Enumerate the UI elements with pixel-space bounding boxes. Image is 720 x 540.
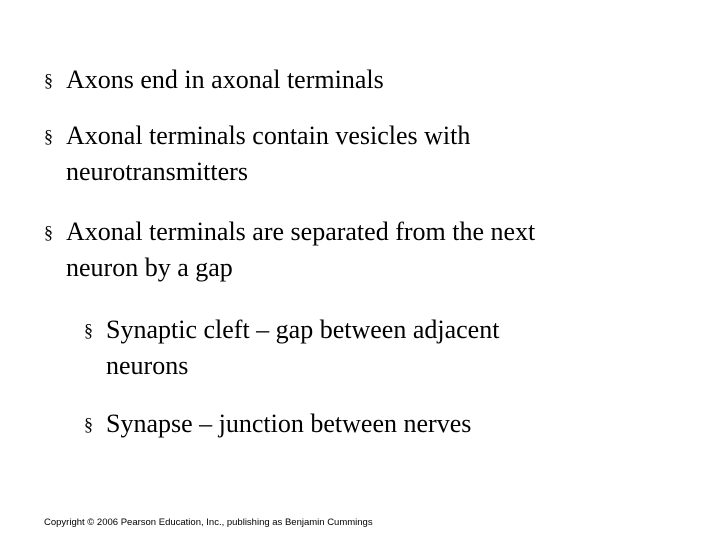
bullet-marker-icon: §	[44, 222, 53, 242]
bullet-axons-end	[44, 62, 684, 98]
copyright-footer: Copyright © 2006 Pearson Education, Inc., publishing as Benjamin Cummings	[44, 517, 373, 528]
sub-bullet-synapse	[84, 406, 684, 442]
bullet-text: Synapse – junction between nerves	[106, 409, 472, 438]
bullet-text: Axonal terminals contain vesicles with neurotransmitters	[66, 121, 471, 186]
bullet-text: Synaptic cleft – gap between adjacent neurons	[106, 315, 500, 380]
bullet-marker-icon: §	[84, 320, 93, 340]
bullet-vesicles	[44, 118, 684, 190]
bullet-marker-icon: §	[44, 70, 53, 90]
bullet-marker-icon: §	[44, 126, 53, 146]
bullet-text: Axons end in axonal terminals	[66, 65, 384, 94]
sub-bullet-synaptic-cleft	[84, 312, 684, 384]
bullet-text: Axonal terminals are separated from the next neuron by a gap	[66, 217, 536, 282]
bullet-marker-icon: §	[84, 414, 93, 434]
bullet-separated-by-gap	[44, 214, 694, 286]
